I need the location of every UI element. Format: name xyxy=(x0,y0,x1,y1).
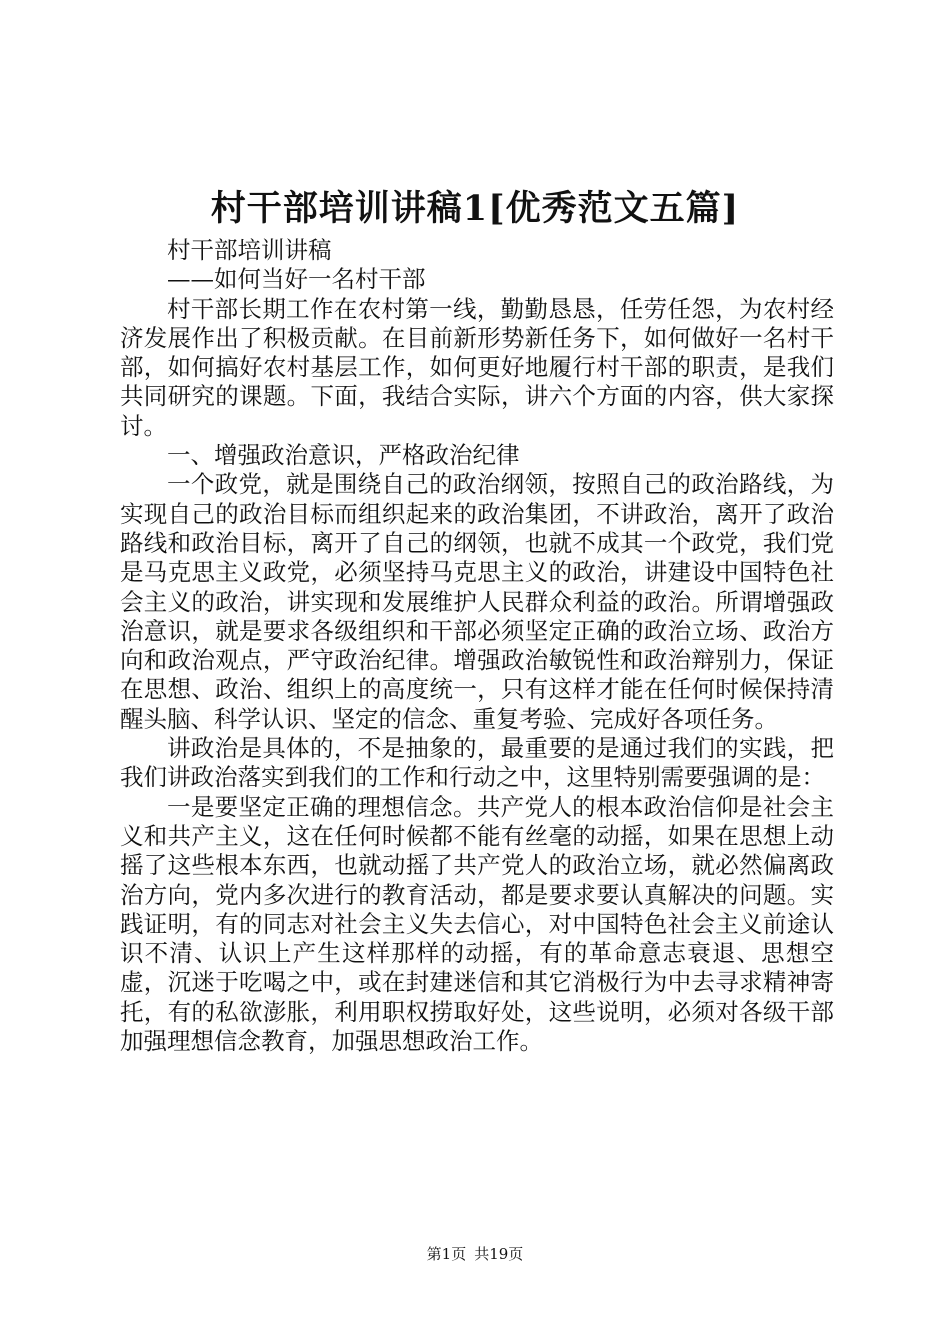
page-number: 第1页 xyxy=(426,1245,467,1263)
document-body xyxy=(120,236,834,1056)
paragraph: 讲政治是具体的，不是抽象的，最重要的是通过我们的实践，把我们讲政治落实到我们的工作和行动之中，这里特别需要强调的是： xyxy=(120,734,834,792)
section-heading: 一、增强政治意识，严格政治纪律 xyxy=(167,441,520,470)
page-total: 共19页 xyxy=(474,1245,524,1263)
page-footer xyxy=(0,1244,950,1264)
paragraph: 一是要坚定正确的理想信念。共产党人的根本政治信仰是社会主义和共产主义，这在任何时候都不能有丝毫的动摇，如果在思想上动摇了这些根本东西，也就动摇了共产党人的政治立场，就必然偏离政治方向，党内多次进行的教育活动，都是要求要认真解决的问题。实践证明，有的同志对社会主义失去信心，对中国特色社会主义前途认识不清、认识上产生这样那样的动摇，有的革命意志衰退、思想空虚，沉迷于吃喝之中，或在封建迷信和其它消极行为中去寻求精神寄托，有的私欲澎胀，利用职权捞取好处，这些说明，必须对各级干部加强理想信念教育，加强思想政治工作。 xyxy=(120,792,834,1056)
document-title: 村干部培训讲稿1[优秀范文五篇] xyxy=(210,188,740,229)
paragraph: 一个政党，就是围绕自己的政治纲领，按照自己的政治路线，为实现自己的政治目标而组织起来的政治集团，不讲政治，离开了政治路线和政治目标，离开了自己的纲领，也就不成其一个政党，我们党是马克思主义政党，必须坚持马克思主义的政治，讲建设中国特色社会主义的政治，讲实现和发展维护人民群众利益的政治。所谓增强政治意识，就是要求各级组织和干部必须坚定正确的政治立场、政治方向和政治观点，严守政治纪律。增强政治敏锐性和政治辩别力，保证在思想、政治、组织上的高度统一，只有这样才能在任何时候保持清醒头脑、科学认识、坚定的信念、重复考验、完成好各项任务。 xyxy=(120,470,834,733)
paragraph-subtitle: ——如何当好一名村干部 xyxy=(167,265,426,294)
paragraph-intro: 村干部长期工作在农村第一线，勤勤恳恳，任劳任怨，为农村经济发展作出了积极贡献。在目前新形势新任务下，如何做好一名村干部，如何搞好农村基层工作，如何更好地履行村干部的职责，是我们共同研究的课题。下面，我结合实际，讲六个方面的内容，供大家探讨。 xyxy=(120,294,834,440)
paragraph-heading: 村干部培训讲稿 xyxy=(167,236,332,264)
